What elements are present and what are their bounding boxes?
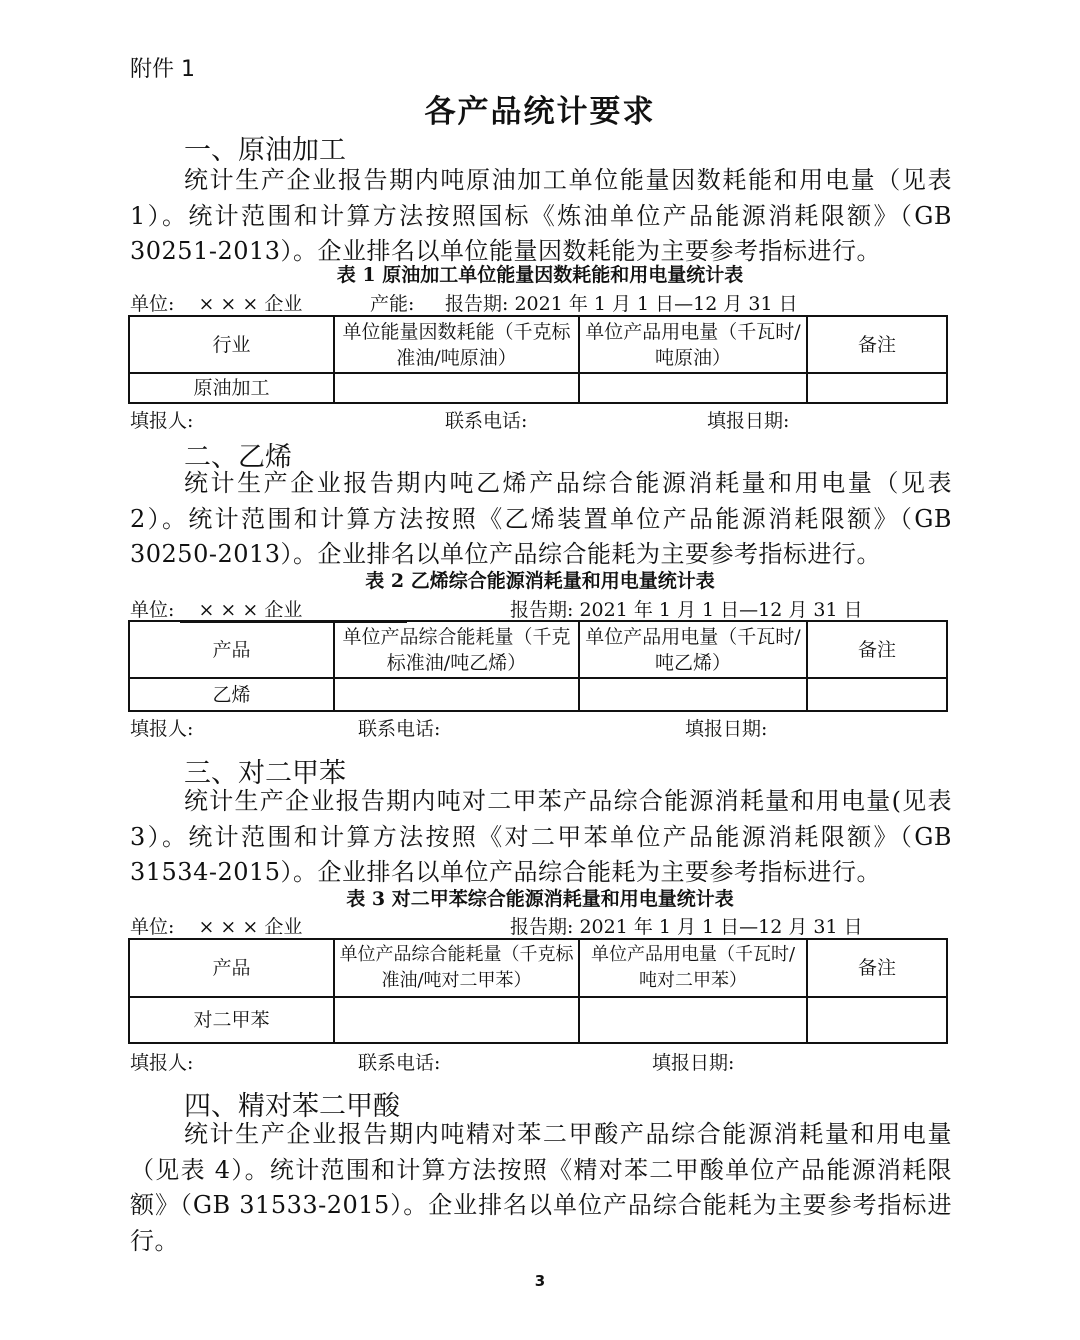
date-label-3: 填报日期: [652,1052,735,1074]
unit-label: 单位: [130,916,175,938]
header-cell: 备注 [807,939,947,997]
data-cell [807,678,947,711]
section-paragraph-1: 统计生产企业报告期内吨原油加工单位能量因数耗能和用电量（见表 1）。统计范围和计算方法按照国标《炼油单位产品能源消耗限额》（GB 30251-2013）。企业排名以单位能量因数耗能为主要参考指标进行。 [130,166,952,265]
row-label-cell: 乙烯 [129,678,334,711]
header-cell: 产品 [129,621,334,678]
table-row [129,678,947,711]
phone-label-3: 联系电话: [358,1052,441,1074]
section-paragraph-4: 统计生产企业报告期内吨精对苯二甲酸产品综合能源消耗量和用电量（见表 4）。统计范围和计算方法按照《精对苯二甲酸单位产品能源消耗限额》（GB 31533-2015）。企业排名以单位产品综合能耗为主要参考指标进行。 [130,1120,952,1255]
table-row [129,373,947,403]
filler-label-1: 填报人: [130,410,194,432]
section-paragraph-3: 统计生产企业报告期内吨对二甲苯产品综合能源消耗量和用电量(见表 3）。统计范围和计算方法按照《对二甲苯单位产品能源消耗限额》（GB 31534-2015）。企业排名以单位产品综合能耗为主要参考指标进行。 [130,787,952,886]
header-cell: 单位产品用电量（千瓦时/吨原油） [579,316,807,373]
unit-field-3 [130,912,407,940]
unit-field-2 [130,595,407,623]
table-header-row [129,316,947,373]
header-cell: 单位产品用电量（千瓦时/吨对二甲苯） [579,939,807,997]
header-cell: 单位产品用电量（千瓦时/吨乙烯） [579,621,807,678]
phone-label-2: 联系电话: [358,718,441,740]
attachment-label: 附件 1 [130,57,195,82]
row-label-cell: 原油加工 [129,373,334,403]
phone-label-1: 联系电话: [445,410,528,432]
section-heading-1: 一、原油加工 [184,135,346,166]
stats-table-1 [128,315,948,404]
table-header-row [129,621,947,678]
date-label-1: 填报日期: [707,410,790,432]
capacity-label: 产能: [370,293,415,315]
stats-table-2 [128,620,948,712]
header-cell: 备注 [807,316,947,373]
data-cell [807,373,947,403]
table-caption-2: 表 2 乙烯综合能源消耗量和用电量统计表 [365,570,715,592]
data-cell [579,678,807,711]
unit-value: × × × 企业 [180,289,352,317]
section-heading-3: 三、对二甲苯 [184,758,346,789]
data-cell [579,997,807,1043]
filler-label-2: 填报人: [130,718,194,740]
unit-label: 单位: [130,599,175,621]
section-heading-4: 四、精对苯二甲酸 [184,1091,400,1122]
table-row [129,997,947,1043]
row-label-cell: 对二甲苯 [129,997,334,1043]
unit-label: 单位: [130,293,175,315]
report-period-1: 报告期: 2021 年 1 月 1 日—12 月 31 日 [445,293,798,315]
header-cell: 产品 [129,939,334,997]
stats-table-3 [128,938,948,1044]
header-cell: 备注 [807,621,947,678]
unit-value: × × × 企业 [180,595,407,623]
unit-field-1 [130,289,352,317]
data-cell [579,373,807,403]
report-period-3: 报告期: 2021 年 1 月 1 日—12 月 31 日 [510,916,863,938]
report-period-2: 报告期: 2021 年 1 月 1 日—12 月 31 日 [510,599,863,621]
table-header-row [129,939,947,997]
filler-label-3: 填报人: [130,1052,194,1074]
data-cell [334,997,579,1043]
header-cell: 行业 [129,316,334,373]
section-heading-2: 二、乙烯 [184,442,292,473]
data-cell [334,373,579,403]
unit-value: × × × 企业 [180,912,407,940]
header-cell: 单位产品综合能耗量（千克标准油/吨乙烯） [334,621,579,678]
data-cell [334,678,579,711]
document-title: 各产品统计要求 [424,94,656,130]
data-cell [807,997,947,1043]
page-number: 3 [534,1272,546,1290]
header-cell: 单位产品综合能耗量（千克标准油/吨对二甲苯） [334,939,579,997]
date-label-2: 填报日期: [685,718,768,740]
section-paragraph-2: 统计生产企业报告期内吨乙烯产品综合能源消耗量和用电量（见表 2）。统计范围和计算方法按照《乙烯装置单位产品能源消耗限额》（GB 30250-2013）。企业排名以单位产品综合能耗为主要参考指标进行。 [130,469,952,568]
header-cell: 单位能量因数耗能（千克标准油/吨原油） [334,316,579,373]
table-caption-3: 表 3 对二甲苯综合能源消耗量和用电量统计表 [346,888,734,910]
table-caption-1: 表 1 原油加工单位能量因数耗能和用电量统计表 [336,264,744,286]
